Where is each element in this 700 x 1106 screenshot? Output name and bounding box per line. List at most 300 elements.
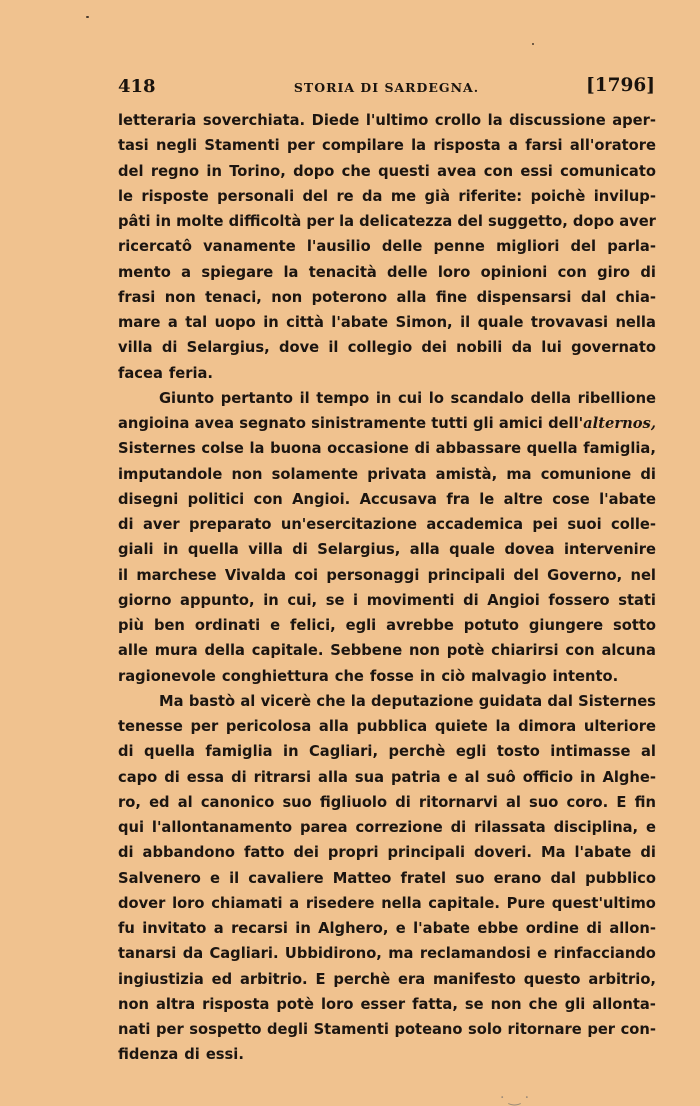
word: per bbox=[155, 1021, 184, 1038]
word: privata bbox=[367, 465, 427, 483]
text-line bbox=[118, 790, 656, 815]
word: tutti bbox=[431, 415, 468, 432]
word: fratel bbox=[400, 869, 447, 887]
word: ma bbox=[388, 945, 414, 963]
word: alla bbox=[396, 288, 427, 306]
word: da bbox=[511, 339, 533, 357]
word: arbitrio. bbox=[239, 970, 308, 988]
word: degli bbox=[266, 1021, 309, 1038]
word: uopo bbox=[214, 314, 256, 331]
ink-speck bbox=[532, 43, 534, 45]
word: il bbox=[299, 389, 310, 407]
word: questi bbox=[378, 162, 430, 180]
word: a bbox=[213, 920, 224, 937]
word: Angioi. bbox=[292, 490, 351, 508]
word: del bbox=[570, 238, 597, 256]
word: disciplina, bbox=[553, 819, 639, 836]
word: non bbox=[164, 288, 196, 306]
word: allon- bbox=[609, 920, 656, 937]
word: la bbox=[495, 718, 511, 735]
word: intimasse bbox=[550, 743, 631, 761]
word: di bbox=[414, 440, 430, 458]
word: Ubbidirono, bbox=[284, 945, 382, 963]
page-number: 418 bbox=[118, 76, 156, 97]
word: ritrarsi bbox=[253, 768, 312, 786]
word: Governo, bbox=[547, 566, 623, 584]
word: risposta bbox=[202, 995, 270, 1013]
word: di bbox=[161, 339, 178, 357]
word: delicatezza bbox=[359, 213, 453, 230]
word: la bbox=[249, 440, 265, 458]
word: abbassare bbox=[435, 440, 522, 458]
word: l'ultimo bbox=[365, 112, 429, 129]
word: al bbox=[464, 768, 480, 786]
word: dei bbox=[421, 339, 447, 357]
word: di bbox=[118, 516, 134, 533]
word: in bbox=[580, 768, 596, 786]
word: potè bbox=[446, 642, 485, 660]
word: Sisternes bbox=[578, 692, 656, 710]
word: in bbox=[283, 743, 299, 761]
word: officio bbox=[522, 768, 574, 786]
word: arbitrio, bbox=[588, 970, 656, 988]
word: malvagio bbox=[471, 667, 547, 685]
word: ebbe bbox=[477, 920, 519, 937]
word: non bbox=[408, 642, 440, 660]
word: il bbox=[118, 566, 129, 584]
word: da bbox=[182, 945, 204, 963]
word: di bbox=[640, 844, 656, 862]
word: le bbox=[118, 187, 133, 205]
word: in bbox=[419, 667, 436, 685]
text-line bbox=[118, 664, 656, 689]
word: avea bbox=[194, 415, 234, 432]
word: bastò bbox=[188, 692, 236, 710]
word: invilup- bbox=[593, 187, 656, 205]
text-line bbox=[118, 133, 656, 158]
word: Diede bbox=[311, 112, 360, 129]
word: sua bbox=[354, 768, 385, 786]
word: perchè bbox=[333, 970, 391, 988]
word: ed bbox=[211, 970, 233, 988]
word: lo bbox=[428, 389, 444, 407]
word: pubblica bbox=[356, 718, 428, 735]
word: di bbox=[640, 465, 656, 483]
word: difficoltà bbox=[228, 213, 302, 230]
word: che bbox=[528, 995, 558, 1013]
word: riferite: bbox=[458, 187, 523, 205]
text-line bbox=[118, 714, 656, 739]
word: Pure bbox=[506, 894, 546, 912]
word: suo bbox=[455, 869, 485, 887]
word: gli bbox=[473, 415, 494, 432]
text-line bbox=[118, 436, 656, 461]
paragraph bbox=[118, 386, 656, 689]
word: invitato bbox=[142, 920, 207, 937]
word: mura bbox=[154, 642, 198, 660]
text-line bbox=[118, 891, 656, 916]
word: in bbox=[375, 389, 392, 407]
word: vicerè bbox=[260, 692, 312, 710]
word: per bbox=[190, 718, 219, 735]
word: angioina bbox=[118, 415, 190, 432]
word: feria. bbox=[168, 364, 214, 382]
text-line bbox=[118, 1017, 656, 1042]
word: guidata bbox=[478, 692, 543, 710]
paragraph bbox=[118, 689, 656, 1068]
word: spiegare bbox=[201, 263, 274, 281]
word: fidenza bbox=[118, 1046, 179, 1064]
word: fosse bbox=[369, 667, 414, 685]
word: Simon, bbox=[395, 314, 453, 331]
word: fatto bbox=[244, 844, 285, 862]
word: fine bbox=[435, 288, 468, 306]
word: dover bbox=[118, 894, 166, 912]
word: aver bbox=[619, 213, 656, 230]
word: penne bbox=[433, 238, 485, 256]
word: cose bbox=[552, 490, 590, 508]
word: chia- bbox=[615, 288, 656, 306]
word: propri bbox=[327, 844, 379, 862]
word: del bbox=[457, 213, 483, 230]
word: esser bbox=[360, 995, 406, 1013]
text-line bbox=[118, 184, 656, 209]
word: quiete bbox=[434, 718, 488, 735]
text-line bbox=[118, 765, 656, 790]
word: Accusava bbox=[359, 490, 437, 508]
word: ricercatô bbox=[118, 238, 192, 256]
word: giorno bbox=[118, 591, 172, 609]
word: la bbox=[487, 112, 503, 129]
word: gli bbox=[564, 995, 586, 1013]
text-line bbox=[118, 638, 656, 663]
word: se bbox=[325, 591, 345, 609]
word: giungere bbox=[528, 617, 604, 634]
word: di bbox=[292, 541, 308, 559]
word: personali bbox=[217, 187, 295, 205]
text-line bbox=[118, 1042, 656, 1067]
text-line bbox=[118, 310, 656, 335]
word: essi bbox=[520, 162, 553, 180]
word: potuto bbox=[463, 617, 519, 634]
word: che bbox=[334, 667, 364, 685]
word: dopo bbox=[572, 213, 615, 230]
word: buona bbox=[270, 440, 322, 458]
word: ordine bbox=[525, 920, 579, 937]
word: capitale. bbox=[251, 642, 324, 660]
word: tenaci, bbox=[205, 288, 262, 306]
word: un'esercitazione bbox=[280, 516, 417, 533]
word: da bbox=[362, 187, 383, 205]
word: trovavasi bbox=[530, 314, 609, 331]
word: alla bbox=[318, 768, 348, 786]
word: la bbox=[350, 692, 366, 710]
text-line bbox=[118, 815, 656, 840]
word: dove bbox=[278, 339, 320, 357]
word: Cagliari. bbox=[209, 945, 279, 963]
word: chiamati bbox=[211, 894, 283, 912]
word: avea bbox=[437, 162, 477, 180]
text-line bbox=[118, 487, 656, 512]
word: di bbox=[395, 793, 411, 811]
paragraph bbox=[118, 108, 656, 386]
text-line bbox=[118, 941, 656, 966]
word: alcuna bbox=[601, 642, 656, 660]
word: poterono bbox=[311, 288, 388, 306]
word: giro bbox=[597, 263, 631, 281]
word: tempo bbox=[316, 389, 370, 407]
text-line bbox=[118, 234, 656, 259]
word: chiarirsi bbox=[491, 642, 559, 660]
ink-speck bbox=[86, 16, 89, 18]
word: non bbox=[231, 465, 263, 483]
word: Selargius, bbox=[317, 541, 401, 559]
word: nel bbox=[630, 566, 656, 584]
word: compilare bbox=[322, 137, 404, 155]
word: a bbox=[289, 894, 300, 912]
word: sinistramente bbox=[311, 415, 427, 432]
word: accademica bbox=[426, 516, 524, 533]
word: Stamenti bbox=[204, 137, 280, 155]
word: di bbox=[463, 591, 479, 609]
word: al bbox=[505, 793, 521, 811]
word: l'abate bbox=[599, 490, 656, 508]
word: Alghe- bbox=[602, 768, 656, 786]
word: con- bbox=[620, 1021, 656, 1038]
word: mento bbox=[118, 263, 171, 281]
word: deputazione bbox=[371, 692, 474, 710]
word: della bbox=[530, 389, 571, 407]
word: collegio bbox=[347, 339, 413, 357]
word: dopo bbox=[293, 162, 335, 180]
word: dispensarsi bbox=[476, 288, 572, 306]
word: famiglia, bbox=[583, 440, 656, 458]
text-line bbox=[118, 512, 656, 537]
word: poichè bbox=[530, 187, 586, 205]
word: suo bbox=[529, 793, 559, 811]
word: famiglia bbox=[205, 743, 273, 761]
word: Matteo bbox=[332, 869, 392, 887]
word: questo bbox=[523, 970, 581, 988]
word: a bbox=[508, 137, 518, 155]
word: Alghero, bbox=[318, 920, 389, 937]
word: in bbox=[162, 541, 179, 559]
word: me bbox=[390, 187, 417, 205]
word: ritornare bbox=[507, 1021, 582, 1038]
word: molte bbox=[176, 213, 224, 230]
word: cui, bbox=[287, 591, 318, 609]
word: la bbox=[411, 137, 427, 155]
word: Stamenti bbox=[313, 1021, 389, 1038]
word: reclamandosi bbox=[419, 945, 531, 963]
word: figliuolo bbox=[319, 793, 388, 811]
word: ritornarvi bbox=[418, 793, 498, 811]
word: tenesse bbox=[118, 718, 183, 735]
word: pertanto bbox=[220, 389, 293, 407]
word: al bbox=[640, 743, 656, 761]
word: villa bbox=[248, 541, 283, 559]
word: E bbox=[315, 970, 326, 988]
word: del bbox=[302, 187, 329, 205]
word: quella bbox=[187, 541, 239, 559]
word: tanarsi bbox=[118, 945, 177, 963]
word: solo bbox=[468, 1021, 502, 1038]
word: dal bbox=[547, 692, 573, 710]
word: fossero bbox=[548, 591, 610, 609]
word: per bbox=[306, 213, 335, 230]
word: non bbox=[271, 288, 303, 306]
word: preparato bbox=[189, 516, 272, 533]
word: regno bbox=[150, 162, 200, 180]
word: Sisternes bbox=[118, 440, 196, 458]
word: e bbox=[537, 945, 548, 963]
word: a bbox=[181, 263, 192, 281]
word: le bbox=[479, 490, 495, 508]
word: Angioi bbox=[487, 591, 540, 609]
word: loro bbox=[172, 894, 205, 912]
text-line bbox=[118, 209, 656, 234]
word: egli bbox=[455, 743, 487, 761]
word: movimenti bbox=[366, 591, 455, 609]
word: dovea bbox=[504, 541, 555, 559]
word: comunione bbox=[540, 465, 632, 483]
word: la bbox=[283, 263, 299, 281]
word: letteraria bbox=[118, 112, 197, 129]
word: ro, bbox=[118, 793, 141, 811]
word: manifesto bbox=[432, 970, 516, 988]
word: l'abate bbox=[574, 844, 632, 862]
word: erano bbox=[493, 869, 542, 887]
word: suoi bbox=[567, 516, 602, 533]
text-line bbox=[118, 613, 656, 638]
word: se bbox=[464, 995, 484, 1013]
text-line bbox=[118, 462, 656, 487]
word: discussione bbox=[509, 112, 606, 129]
word: più bbox=[118, 617, 145, 634]
word: soverchiata. bbox=[202, 112, 306, 129]
text-line bbox=[118, 588, 656, 613]
word: il bbox=[229, 869, 240, 887]
word: marchese bbox=[136, 566, 217, 584]
word: recarsi bbox=[231, 920, 288, 937]
word: che bbox=[316, 692, 346, 710]
word: ben bbox=[153, 617, 185, 634]
word: in bbox=[263, 314, 279, 331]
word: vanamente bbox=[203, 238, 296, 256]
word: dimora bbox=[518, 718, 577, 735]
text-line bbox=[118, 537, 656, 562]
word: coro. bbox=[566, 793, 609, 811]
word: Torino, bbox=[229, 162, 286, 180]
word: alla bbox=[409, 541, 440, 559]
word: ragionevole bbox=[118, 667, 216, 685]
word: tosto bbox=[496, 743, 540, 761]
word: mare bbox=[118, 314, 161, 331]
word: quale bbox=[477, 314, 524, 331]
word: tasi bbox=[118, 137, 149, 155]
word: sospetto bbox=[189, 1021, 262, 1038]
word: il bbox=[460, 314, 471, 331]
word: altre bbox=[503, 490, 543, 508]
word: di bbox=[640, 263, 656, 281]
word: fu bbox=[118, 920, 135, 937]
text-line bbox=[118, 689, 656, 714]
word: ciò bbox=[441, 667, 466, 685]
word: amici bbox=[498, 415, 543, 432]
word: risposte bbox=[141, 187, 209, 205]
body-text bbox=[118, 108, 656, 1068]
word: colle- bbox=[611, 516, 656, 533]
word: fatta, bbox=[412, 995, 458, 1013]
word: loro bbox=[320, 995, 354, 1013]
word: la bbox=[339, 213, 355, 230]
text-line bbox=[118, 992, 656, 1017]
text-line bbox=[118, 866, 656, 891]
word: appunto, bbox=[180, 591, 255, 609]
word: con bbox=[565, 642, 595, 660]
word: imputandole bbox=[118, 465, 223, 483]
word: tenacità bbox=[308, 263, 377, 281]
word: e bbox=[270, 617, 281, 634]
word: risedere bbox=[305, 894, 375, 912]
word: parla- bbox=[607, 238, 656, 256]
word: di bbox=[118, 743, 134, 761]
word: cui bbox=[397, 389, 423, 407]
word: suô bbox=[486, 768, 516, 786]
word: della bbox=[204, 642, 245, 660]
word: patria bbox=[391, 768, 441, 786]
word: al bbox=[240, 692, 256, 710]
word: fin bbox=[634, 793, 656, 811]
scan-watermark-fragment: · ‿ · bbox=[500, 1090, 530, 1106]
word: all'oratore bbox=[569, 137, 656, 155]
running-title: STORIA DI SARDEGNA. bbox=[293, 80, 480, 95]
word: ed bbox=[149, 793, 170, 811]
word: suo bbox=[282, 793, 312, 811]
word: in bbox=[263, 591, 279, 609]
word: quella bbox=[526, 440, 578, 458]
word: intento. bbox=[552, 667, 619, 685]
word: nella bbox=[381, 894, 422, 912]
word: colse bbox=[201, 440, 244, 458]
text-line bbox=[118, 285, 656, 310]
word: essa bbox=[186, 768, 225, 786]
word: Vivalda bbox=[224, 566, 286, 584]
word: intervenire bbox=[563, 541, 656, 559]
word: delle bbox=[387, 263, 428, 281]
word: dell'alternos, bbox=[548, 415, 656, 432]
word: a bbox=[167, 314, 178, 331]
word: frasi bbox=[118, 288, 156, 306]
text-line bbox=[118, 916, 656, 941]
word: e bbox=[646, 819, 656, 836]
word: Selargius, bbox=[186, 339, 270, 357]
word: abbandono bbox=[142, 844, 236, 862]
word: rinfacciando bbox=[553, 945, 656, 963]
word: di bbox=[164, 768, 180, 786]
text-line bbox=[118, 840, 656, 865]
word: scandalo bbox=[450, 389, 524, 407]
word: l'allontanamento bbox=[151, 819, 293, 836]
word: lui bbox=[541, 339, 562, 357]
word: di bbox=[231, 768, 247, 786]
word: Ma bbox=[159, 692, 184, 710]
word: l'abate bbox=[413, 920, 470, 937]
word: era bbox=[397, 970, 426, 988]
word: pei bbox=[532, 516, 558, 533]
word: pericolosa bbox=[225, 718, 312, 735]
word: amistà, bbox=[435, 465, 498, 483]
